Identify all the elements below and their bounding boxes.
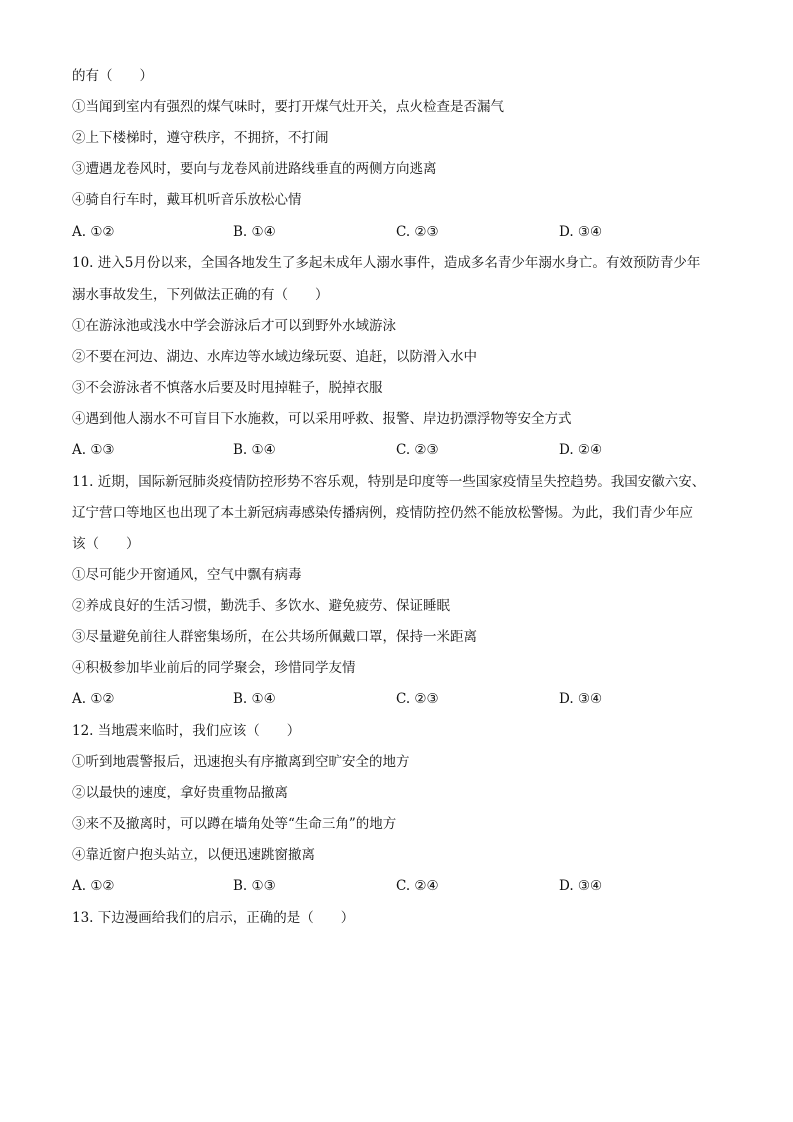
text-line: ④积极参加毕业前后的同学聚会，珍惜同学友情 <box>72 660 356 676</box>
text-line: ②养成良好的生活习惯，勤洗手、多饮水、避免疲劳、保证睡眠 <box>72 598 450 614</box>
question-11: 11. 近期，国际新冠肺炎疫情防控形势不容乐观，特别是印度等一些国家疫情呈失控趋势。我国安徽六安、 <box>72 474 706 490</box>
text-line: ②不要在河边、湖边、水库边等水域边缘玩耍、追赶，以防滑入水中 <box>72 349 477 365</box>
text-line: ①在游泳池或浅水中学会游泳后才可以到野外水域游泳 <box>72 318 396 334</box>
option-d: D. ②④ <box>559 442 603 458</box>
text-line: ③尽量避免前往人群密集场所，在公共场所佩戴口罩，保持一米距离 <box>72 629 477 645</box>
option-c: C. ②③ <box>396 224 439 240</box>
text-line: ④遇到他人溺水不可盲目下水施救，可以采用呼救、报警、岸边扔漂浮物等安全方式 <box>72 411 572 427</box>
text-line: ④骑自行车时，戴耳机听音乐放松心情 <box>72 192 302 208</box>
text-line: ③来不及撤离时，可以蹲在墙角处等“生命三角”的地方 <box>72 816 397 832</box>
text-line: ④靠近窗户抱头站立，以便迅速跳窗撤离 <box>72 847 315 863</box>
option-a: A. ①② <box>72 878 115 894</box>
option-d: D. ③④ <box>559 691 603 707</box>
option-b: B. ①④ <box>233 691 276 707</box>
option-d: D. ③④ <box>559 878 603 894</box>
text-line: ①听到地震警报后，迅速抱头有序撤离到空旷安全的地方 <box>72 754 410 770</box>
text-line: ①当闻到室内有强烈的煤气味时，要打开煤气灶开关，点火检查是否漏气 <box>72 99 504 115</box>
option-a: A. ①② <box>72 691 115 707</box>
option-b: B. ①③ <box>233 878 276 894</box>
option-c: C. ②③ <box>396 691 439 707</box>
option-a: A. ①② <box>72 224 115 240</box>
text-line: 辽宁营口等地区也出现了本土新冠病毒感染传播病例，疫情防控仍然不能放松警惕。为此，我们青少年应 <box>72 505 693 521</box>
option-c: C. ②④ <box>396 878 439 894</box>
option-b: B. ①④ <box>233 442 276 458</box>
option-c: C. ②③ <box>396 442 439 458</box>
option-b: B. ①④ <box>233 224 276 240</box>
option-a: A. ①③ <box>72 442 115 458</box>
text-line: 的有（ ） <box>72 68 153 84</box>
text-line: 该（ ） <box>72 536 140 552</box>
text-line: ②以最快的速度，拿好贵重物品撤离 <box>72 785 288 801</box>
question-10: 10. 进入5月份以来，全国各地发生了多起未成年人溺水事件，造成多名青少年溺水身亡。有效预防青少年 <box>72 255 701 271</box>
option-d: D. ③④ <box>559 224 603 240</box>
text-line: ③遭遇龙卷风时，要向与龙卷风前进路线垂直的两侧方向逃离 <box>72 161 437 177</box>
text-line: ①尽可能少开窗通风，空气中飘有病毒 <box>72 567 302 583</box>
question-13: 13. 下边漫画给我们的启示，正确的是（ ） <box>72 910 355 926</box>
question-12: 12. 当地震来临时，我们应该（ ） <box>72 723 301 739</box>
text-line: 溺水事故发生，下列做法正确的有（ ） <box>72 287 329 303</box>
text-line: ③不会游泳者不慎落水后要及时甩掉鞋子，脱掉衣服 <box>72 380 383 396</box>
text-line: ②上下楼梯时，遵守秩序，不拥挤，不打闹 <box>72 130 329 146</box>
